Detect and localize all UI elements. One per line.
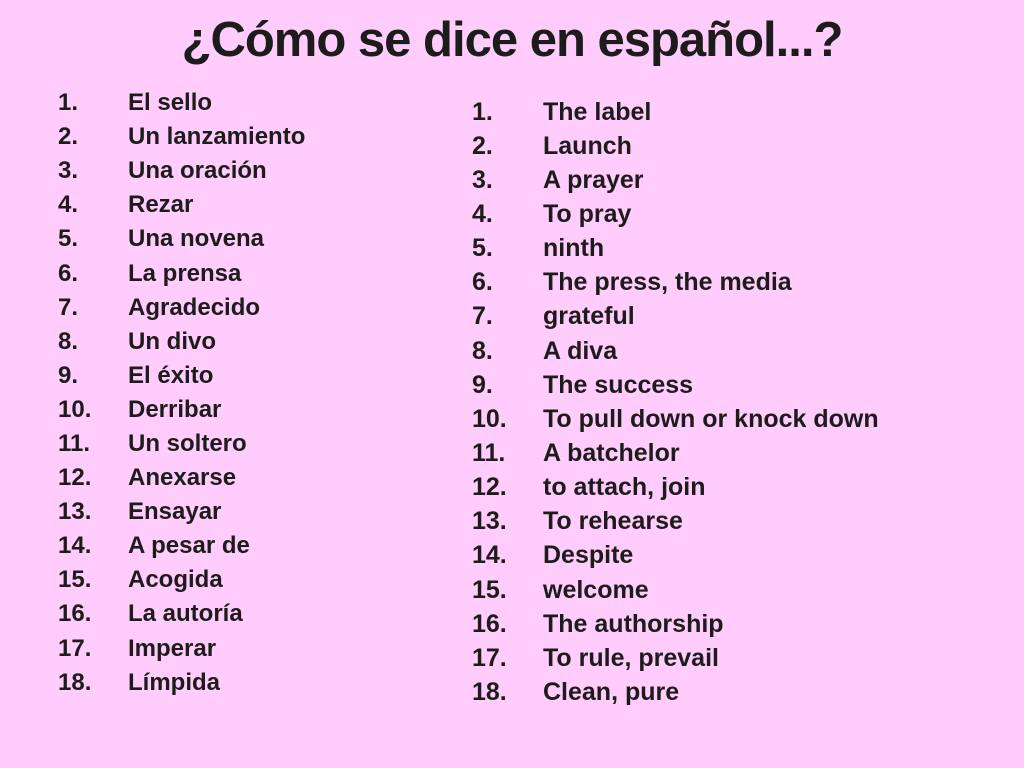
list-item-number: 2.: [472, 131, 493, 160]
list-item: [472, 505, 879, 539]
list-item: [472, 95, 879, 129]
list-item: [58, 222, 305, 256]
list-item-number: 2.: [58, 123, 79, 151]
list-item: [58, 120, 305, 154]
list-item: [472, 539, 879, 573]
list-item-text: A batchelor: [543, 438, 680, 467]
list-item-number: 18.: [472, 677, 507, 706]
list-item: [472, 232, 879, 266]
list-item: [58, 393, 305, 427]
list-item-text: To pray: [543, 199, 632, 228]
list-item: [58, 154, 305, 188]
list-item-text: Acogida: [128, 566, 223, 594]
list-item-number: 14.: [472, 541, 507, 570]
list-item-text: A pesar de: [128, 532, 250, 560]
list-item: [58, 359, 305, 393]
list-item-number: 6.: [58, 259, 79, 287]
list-item-number: 8.: [58, 327, 79, 355]
list-item-number: 13.: [472, 507, 507, 536]
list-item-number: 16.: [472, 609, 507, 638]
list-item-number: 1.: [58, 89, 79, 117]
list-item-number: 10.: [472, 404, 507, 433]
list-item-number: 4.: [58, 191, 79, 219]
list-item-number: 12.: [58, 464, 92, 492]
list-item-number: 1.: [472, 97, 493, 126]
list-item: [472, 436, 879, 470]
list-item-text: welcome: [543, 575, 649, 604]
list-item: [472, 163, 879, 197]
list-item: [58, 86, 305, 120]
list-item: [58, 427, 305, 461]
list-item-number: 8.: [472, 336, 493, 365]
list-item: [472, 368, 879, 402]
list-item-number: 11.: [58, 429, 91, 457]
list-item-number: 18.: [58, 668, 92, 696]
list-item-text: El sello: [128, 89, 213, 117]
list-item-number: 12.: [472, 473, 507, 502]
list-item: [58, 666, 305, 700]
english-translation-list: [472, 95, 879, 710]
list-item-number: 4.: [472, 199, 493, 228]
list-item: [472, 197, 879, 231]
list-item-number: 13.: [58, 498, 92, 526]
list-item: [58, 256, 305, 290]
list-item-text: The authorship: [543, 609, 724, 638]
list-item-number: 9.: [58, 361, 79, 389]
list-item-number: 11.: [472, 438, 506, 467]
list-item: [472, 334, 879, 368]
list-item: [58, 563, 305, 597]
list-item: [472, 607, 879, 641]
list-item-number: 17.: [58, 634, 92, 662]
list-item-text: Un soltero: [128, 429, 247, 457]
list-item-text: To pull down or knock down: [543, 404, 879, 433]
list-item: [472, 573, 879, 607]
list-item: [472, 471, 879, 505]
list-item: [472, 402, 879, 436]
list-item-number: 14.: [58, 532, 92, 560]
list-item: [58, 495, 305, 529]
list-item-text: Ensayar: [128, 498, 222, 526]
list-item-text: Límpida: [128, 668, 221, 696]
list-item-text: Un lanzamiento: [128, 123, 306, 151]
list-item-text: to attach, join: [543, 473, 706, 502]
list-item-number: 3.: [472, 165, 493, 194]
list-item-text: The label: [543, 97, 652, 126]
list-item-number: 16.: [58, 600, 92, 628]
list-item-text: To rehearse: [543, 507, 683, 536]
list-item-text: Agradecido: [128, 293, 261, 321]
list-item-text: La prensa: [128, 259, 242, 287]
list-item-number: 7.: [58, 293, 79, 321]
list-item-text: Una oración: [128, 157, 267, 185]
list-item-text: El éxito: [128, 361, 214, 389]
list-item-number: 7.: [472, 302, 493, 331]
list-item-text: A diva: [543, 336, 618, 365]
list-item: [58, 325, 305, 359]
list-item-number: 6.: [472, 268, 493, 297]
list-item-text: Un divo: [128, 327, 216, 355]
list-item: [58, 461, 305, 495]
list-item-text: Una novena: [128, 225, 265, 253]
list-item: [472, 300, 879, 334]
list-item-number: 15.: [472, 575, 507, 604]
list-item: [58, 188, 305, 222]
list-item-text: grateful: [543, 302, 635, 331]
list-item: [472, 675, 879, 709]
list-item-text: Despite: [543, 541, 634, 570]
list-item-text: To rule, prevail: [543, 643, 719, 672]
list-item-text: The success: [543, 370, 694, 399]
list-item-number: 5.: [58, 225, 79, 253]
list-item: [472, 641, 879, 675]
list-item-number: 10.: [58, 395, 92, 423]
slide-title: ¿Cómo se dice en español...?: [181, 13, 843, 67]
list-item-text: The press, the media: [543, 268, 792, 297]
list-item-text: Rezar: [128, 191, 194, 219]
list-item-number: 15.: [58, 566, 92, 594]
list-item-number: 5.: [472, 234, 493, 263]
list-item: [472, 266, 879, 300]
list-item-number: 3.: [58, 157, 79, 185]
list-item: [58, 529, 305, 563]
list-item-number: 17.: [472, 643, 507, 672]
list-item-text: Derribar: [128, 395, 222, 423]
list-item-text: Clean, pure: [543, 677, 680, 706]
list-item-number: 9.: [472, 370, 493, 399]
list-item-text: Anexarse: [128, 464, 237, 492]
list-item-text: ninth: [543, 234, 605, 263]
spanish-vocabulary-list: [58, 86, 305, 700]
list-item-text: La autoría: [128, 600, 243, 628]
list-item-text: Launch: [543, 131, 632, 160]
list-item: [58, 597, 305, 631]
list-item-text: A prayer: [543, 165, 644, 194]
list-item: [58, 632, 305, 666]
list-item-text: Imperar: [128, 634, 217, 662]
list-item: [472, 129, 879, 163]
list-item: [58, 291, 305, 325]
